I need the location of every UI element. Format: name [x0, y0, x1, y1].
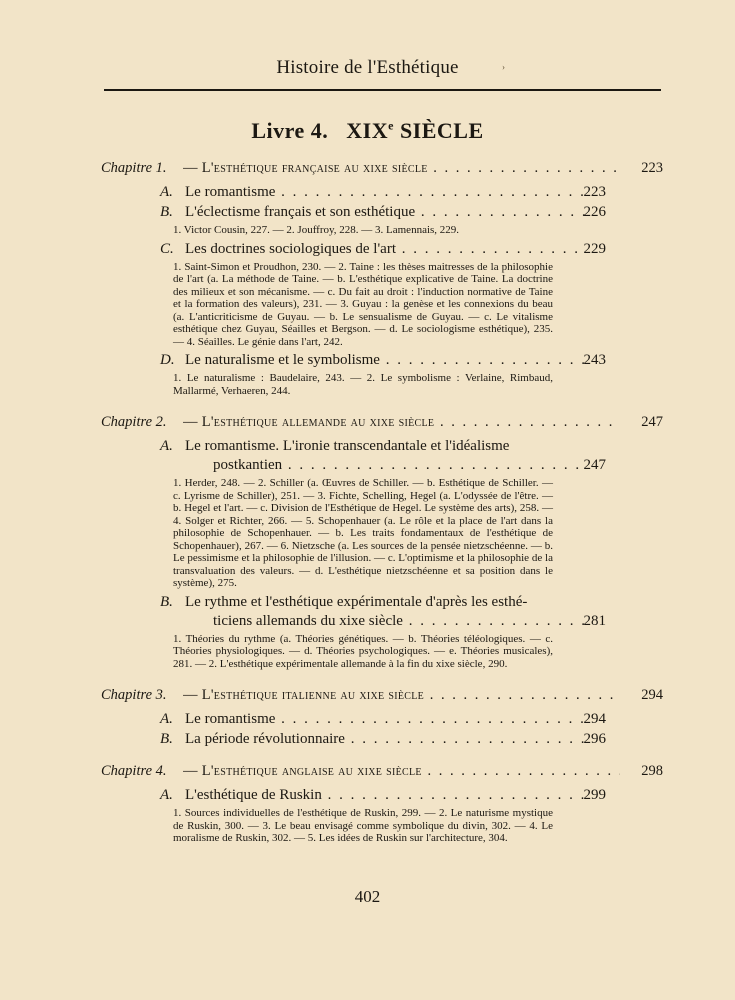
table-of-contents — [0, 160, 735, 848]
book-century-sup: e — [388, 118, 394, 133]
chapter-gap — [0, 673, 735, 687]
chapter-label: Chapitre 1. — [101, 160, 167, 176]
section-letter: B. — [160, 204, 173, 220]
section-title-continued: ticiens allemands du xixe siècle . . . — [213, 612, 585, 631]
section-entry[interactable] — [0, 437, 735, 590]
section-detail: 1. Saint-Simon et Proudhon, 230. — 2. Taine : les thèses maitresses de la philosophie de l'art (a. La méthode de Taine. — b. L'esthétique explicative de Taine. La doctrine des milieux et son mécanisme. — c. Du fait au droit : l'induction normative de Taine et la formation des valeurs), 231. — 3. Guyau : la genèse et les connexions du beau (a. L'anticriticisme de Guyau. — b. Le sensualisme de Guyau. — c. Le vitalisme esthétique chez Guyau, Séailles et Bergson. — d. Le sociologisme esthétique), 235. — 4. Séailles. Le génie dans l'art, 242. — [173, 260, 553, 348]
section-title: Le rythme et l'esthétique expérimentale d'après les esthé- — [185, 593, 528, 610]
section-page: 281 — [583, 612, 606, 629]
chapter-entry[interactable] — [0, 160, 735, 182]
section-detail: 1. Victor Cousin, 227. — 2. Jouffroy, 228. — 3. Lamennais, 229. — [173, 224, 460, 236]
chapter-page: 247 — [641, 414, 663, 430]
chapter-entry[interactable] — [0, 687, 735, 709]
section-title: Le romantisme. L'ironie transcendantale et l'idéalisme — [185, 438, 510, 454]
chapter-page: 294 — [641, 687, 663, 703]
section-letter: A. — [160, 711, 173, 727]
chapter-page: 298 — [641, 763, 663, 779]
section-entry[interactable] — [0, 351, 735, 397]
chapter-label: Chapitre 3. — [101, 687, 167, 703]
page-number: 402 — [354, 887, 381, 906]
chapter-title: — L'esthétique française au xixe siècle . . . — [183, 160, 620, 177]
section-detail: 1. Sources individuelles de l'esthétique de Ruskin, 299. — 2. Le naturisme mystique de Ruskin, 300. — 3. Le beau envisagé comme symbolique du divin, 302. — 4. Le moralisme de Ruskin, 302. — 5. Les idées de Ruskin sur l'architecture, 304. — [173, 807, 553, 844]
section-letter: A. — [160, 787, 173, 803]
section-letter: D. — [160, 352, 175, 368]
book-title — [0, 118, 735, 144]
section-letter: A. — [160, 438, 173, 454]
section-entry[interactable] — [0, 183, 735, 202]
section-page: 247 — [583, 457, 606, 473]
chapter-title: — L'esthétique allemande au xixe siècle . . . — [183, 414, 620, 431]
section-page: 226 — [583, 204, 606, 220]
section-entry[interactable] — [0, 730, 735, 749]
section-entry[interactable] — [0, 240, 735, 349]
section-title-continued: postkantien . . . — [213, 456, 585, 475]
section-page: 243 — [583, 352, 606, 368]
book-label: Livre 4. — [251, 118, 329, 143]
chapter-entry[interactable] — [0, 414, 735, 436]
section-letter: B. — [160, 593, 173, 610]
section-detail: 1. Le naturalisme : Baudelaire, 243. — 2. Le symbolisme : Verlaine, Rimbaud, Mallarmé, Verhaeren, 244. — [173, 372, 553, 397]
section-page: 229 — [583, 240, 606, 257]
chapter-page: 223 — [641, 160, 663, 176]
section-title: L'esthétique de Ruskin . . . — [185, 786, 585, 805]
chapter-title: — L'esthétique italienne au xixe siècle . . . — [183, 687, 620, 704]
section-letter: A. — [160, 184, 173, 200]
section-page: 296 — [583, 731, 606, 747]
section-detail: 1. Théories du rythme (a. Théories génétiques. — b. Théories téléologiques. — c. Théories physiologiques. — d. Théories psychologiques. — e. Théories musicales), 281. — 2. L'esthétique expérimentale allemande à la fin du xixe siècle, 290. — [173, 632, 553, 670]
section-entry[interactable] — [0, 710, 735, 729]
section-entry[interactable] — [0, 786, 735, 845]
section-page: 299 — [583, 787, 606, 803]
margin-mark: › — [502, 62, 505, 72]
section-title: Les doctrines sociologiques de l'art . . . — [185, 240, 585, 259]
section-title: La période révolutionnaire . . . — [185, 730, 585, 749]
section-page: 294 — [583, 711, 606, 727]
header-rule — [104, 89, 661, 91]
running-head: Histoire de l'Esthétique — [276, 57, 459, 78]
section-title: Le romantisme . . . — [185, 710, 585, 729]
section-letter: B. — [160, 731, 173, 747]
section-title: Le romantisme . . . — [185, 183, 585, 202]
chapter-entry[interactable] — [0, 763, 735, 785]
chapter-gap — [0, 400, 735, 414]
section-entry[interactable] — [0, 593, 735, 671]
chapter-label: Chapitre 4. — [101, 763, 167, 779]
chapter-label: Chapitre 2. — [101, 414, 167, 430]
section-letter: C. — [160, 240, 174, 257]
book-siecle: SIÈCLE — [393, 118, 484, 143]
section-entry[interactable] — [0, 203, 735, 237]
book-century: XIX — [346, 118, 389, 143]
section-title: L'éclectisme français et son esthétique . . . — [185, 203, 585, 222]
chapter-title: — L'esthétique anglaise au xixe siècle . . . — [183, 763, 620, 780]
section-detail: 1. Herder, 248. — 2. Schiller (a. Œuvres de Schiller. — b. Esthétique de Schiller. — c. Lyrisme de Schiller), 251. — 3. Fichte, Schelling, Hegel (a. L'odyssée de l'être. — b. Hegel et l'art. — c. Division de l'Esthétique de Hegel. Le système des arts), 258. — 4. Solger et Richter, 266. — 5. Schopenhauer (a. Le rôle et la place de l'art dans la philosophie de Schopenhauer. — b. Les traits fondamentaux de l'esthétique de Schopenhauer), 267. — 6. Nietzsche (a. Les sources de la pensée nietzschéenne. — b. Le pessimisme et la philosophie de l'illusion. — c. L'optimisme et la philosophie de la transvaluation des valeurs. — d. L'esthétique nietzschéenne et sa position dans le système), 275. — [173, 477, 553, 589]
section-page: 223 — [583, 184, 606, 200]
section-title: Le naturalisme et le symbolisme . . . — [185, 351, 585, 370]
chapter-gap — [0, 749, 735, 763]
